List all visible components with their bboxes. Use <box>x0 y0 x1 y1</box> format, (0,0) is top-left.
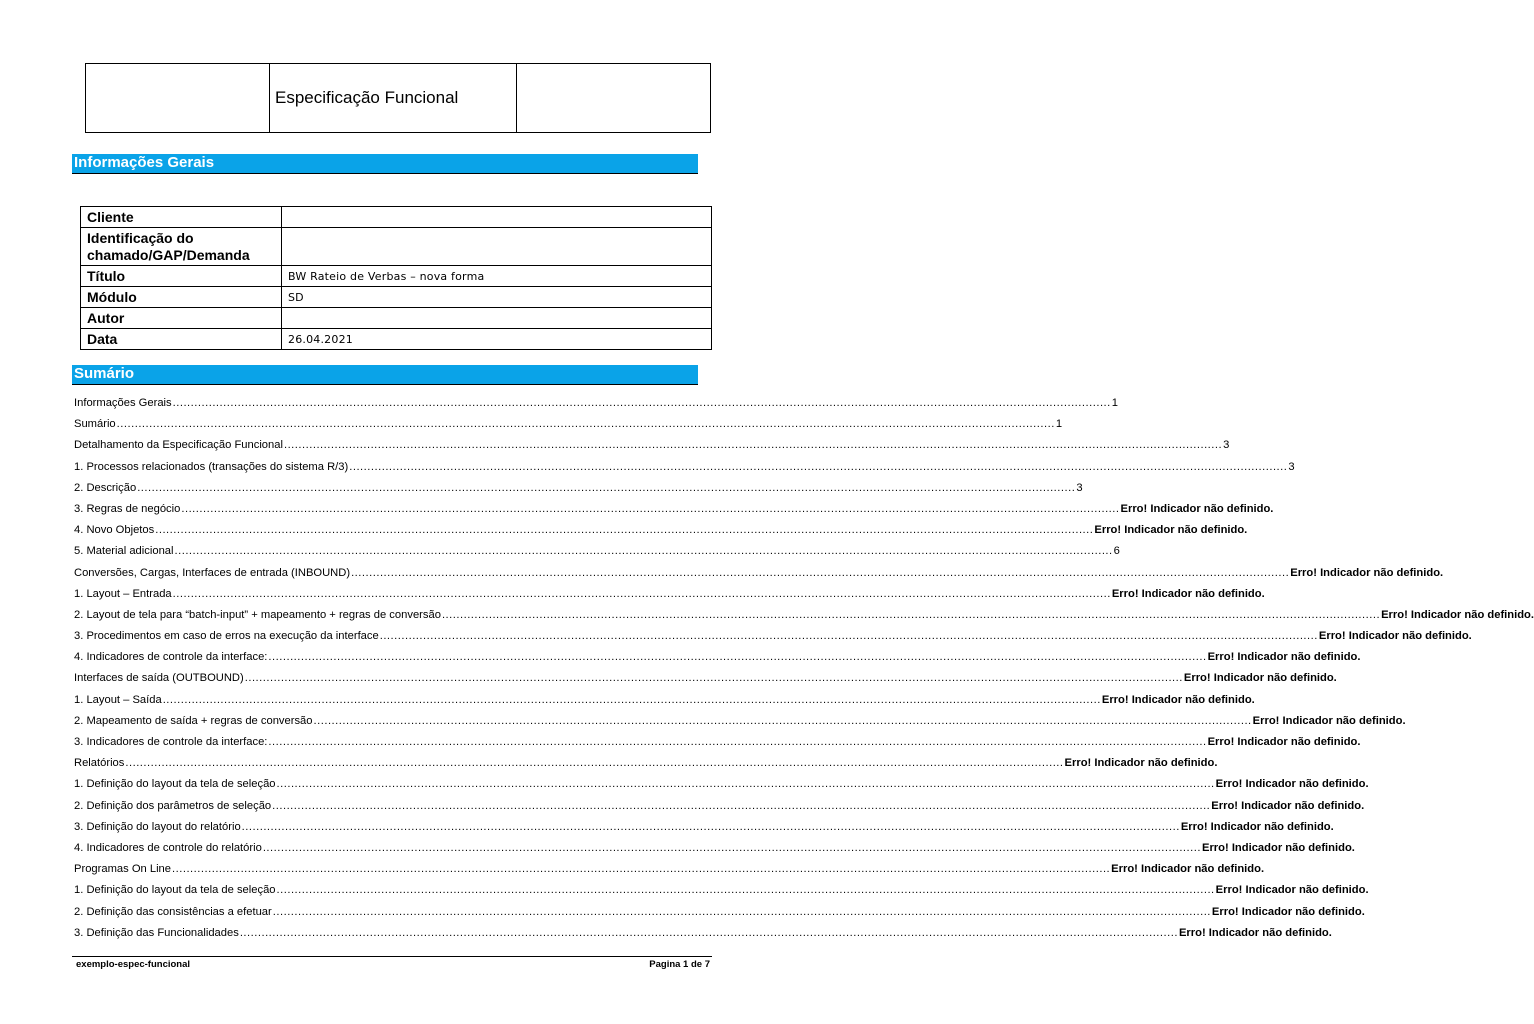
toc-leader-dots: .................................................................................................................................................................................................................................................................... <box>268 651 1207 664</box>
toc-entry-error: Erro! Indicador não definido. <box>1215 778 1369 791</box>
toc-leader-dots: .................................................................................................................................................................................................................................................................... <box>172 397 1111 409</box>
toc-entry-page: 1 <box>1055 418 1063 431</box>
info-row-module <box>81 287 712 308</box>
toc-leader-dots: .................................................................................................................................................................................................................................................................... <box>349 460 1288 473</box>
toc-leader-dots: .................................................................................................................................................................................................................................................................... <box>125 757 1064 770</box>
section-heading-general: Informações Gerais <box>72 154 698 174</box>
toc-leader-dots: .................................................................................................................................................................................................................................................................... <box>283 439 1223 452</box>
info-value: BW Rateio de Verbas – nova forma <box>282 266 712 287</box>
toc-entry[interactable] <box>74 481 1083 503</box>
toc-entry-error: Erro! Indicador não definido. <box>1094 524 1248 537</box>
toc-leader-dots: .................................................................................................................................................................................................................................................................... <box>244 672 1183 685</box>
document-header-table <box>85 63 711 133</box>
toc-entry-error: Erro! Indicador não definido. <box>1207 651 1361 664</box>
info-label: Cliente <box>81 207 282 228</box>
toc-leader-dots: .................................................................................................................................................................................................................................................................... <box>276 778 1215 791</box>
toc-entry-error: Erro! Indicador não definido. <box>1211 799 1365 812</box>
info-row-client <box>81 207 712 228</box>
toc-entry-title: Informações Gerais <box>74 397 172 409</box>
toc-entry-title: 1. Definição do layout da tela de seleção <box>74 778 276 791</box>
toc-leader-dots: .................................................................................................................................................................................................................................................................... <box>351 566 1290 579</box>
toc-leader-dots: .................................................................................................................................................................................................................................................................... <box>272 799 1211 812</box>
general-info-table <box>80 206 712 350</box>
toc-entry-title: Sumário <box>74 418 116 431</box>
toc-leader-dots: .................................................................................................................................................................................................................................................................... <box>313 714 1252 727</box>
toc-leader-dots: .................................................................................................................................................................................................................................................................... <box>272 905 1211 918</box>
toc-entry-title: Conversões, Cargas, Interfaces de entrada (INBOUND) <box>74 566 351 579</box>
document-title: Especificação Funcional <box>275 88 459 107</box>
toc-entry[interactable] <box>74 757 1218 778</box>
footer-page-number: Pagina 1 de 7 <box>649 959 710 970</box>
toc-entry[interactable] <box>74 587 1265 609</box>
info-label: Data <box>81 329 282 350</box>
toc-entry[interactable] <box>74 630 1472 651</box>
toc-entry[interactable] <box>74 820 1334 842</box>
toc-entry-title: Programas On Line <box>74 863 172 876</box>
toc-entry-title: 3. Indicadores de controle da interface: <box>74 736 268 748</box>
toc-entry-title: 3. Definição do layout do relatório <box>74 820 241 833</box>
toc-entry-error: Erro! Indicador não definido. <box>1180 820 1334 833</box>
toc-entry-error: Erro! Indicador não definido. <box>1215 884 1369 897</box>
toc-leader-dots: .................................................................................................................................................................................................................................................................... <box>441 608 1381 621</box>
toc-entry-error: Erro! Indicador não definido. <box>1318 630 1472 643</box>
toc-entry-error: Erro! Indicador não definido. <box>1381 608 1534 621</box>
toc-entry-title: 1. Layout – Saída <box>74 693 162 706</box>
toc-entry-page: 3 <box>1076 481 1083 494</box>
toc-entry-title: 2. Descrição <box>74 481 137 494</box>
toc-entry-title: 2. Layout de tela para “batch-input” + mapeamento + regras de conversão <box>74 608 441 621</box>
toc-entry-error: Erro! Indicador não definido. <box>1201 841 1355 854</box>
info-label: Identificação do chamado/GAP/Demanda <box>81 228 282 266</box>
toc-entry-title: Relatórios <box>74 757 125 770</box>
toc-entry[interactable] <box>74 672 1337 693</box>
info-row-ticket <box>81 228 712 266</box>
toc-leader-dots: .................................................................................................................................................................................................................................................................... <box>379 630 1318 643</box>
info-row-title <box>81 266 712 287</box>
toc-leader-dots: .................................................................................................................................................................................................................................................................... <box>116 418 1055 431</box>
toc-entry[interactable] <box>74 524 1248 545</box>
toc-entry[interactable] <box>74 799 1365 821</box>
toc-leader-dots: .................................................................................................................................................................................................................................................................... <box>172 587 1111 600</box>
toc-leader-dots: .................................................................................................................................................................................................................................................................... <box>239 926 1178 939</box>
toc-entry-page: 6 <box>1113 545 1120 558</box>
toc-entry[interactable] <box>74 841 1355 863</box>
toc-entry[interactable] <box>74 926 1332 948</box>
toc-entry-title: 1. Layout – Entrada <box>74 587 172 600</box>
table-of-contents <box>74 397 1534 948</box>
toc-leader-dots: .................................................................................................................................................................................................................................................................... <box>181 502 1120 515</box>
header-logo-cell <box>86 64 270 132</box>
toc-entry-page: 1 <box>1111 397 1119 409</box>
toc-entry-title: 3. Regras de negócio <box>74 502 181 515</box>
header-title-cell <box>270 64 517 132</box>
toc-entry-error: Erro! Indicador não definido. <box>1252 714 1406 727</box>
toc-entry-error: Erro! Indicador não definido. <box>1183 672 1337 685</box>
toc-entry-error: Erro! Indicador não definido. <box>1120 502 1274 515</box>
toc-entry-error: Erro! Indicador não definido. <box>1111 863 1265 876</box>
info-value: 26.04.2021 <box>282 329 712 350</box>
toc-entry-title: 1. Processos relacionados (transações do sistema R/3) <box>74 460 349 473</box>
toc-entry[interactable] <box>74 651 1361 672</box>
toc-entry-title: 3. Definição das Funcionalidades <box>74 926 239 939</box>
toc-entry[interactable] <box>74 397 1119 418</box>
toc-entry[interactable] <box>74 460 1295 482</box>
section-heading-summary: Sumário <box>72 365 698 385</box>
info-label: Título <box>81 266 282 287</box>
toc-entry-title: 1. Definição do layout da tela de seleção <box>74 884 276 897</box>
toc-entry[interactable] <box>74 884 1369 905</box>
toc-entry[interactable] <box>74 863 1265 884</box>
info-value <box>282 207 712 228</box>
toc-entry-title: 2. Definição dos parâmetros de seleção <box>74 799 272 812</box>
header-info-cell <box>517 64 710 132</box>
toc-entry-title: 4. Indicadores de controle do relatório <box>74 841 262 854</box>
toc-entry-error: Erro! Indicador não definido. <box>1178 926 1332 939</box>
toc-entry-error: Erro! Indicador não definido. <box>1064 757 1218 770</box>
toc-entry[interactable] <box>74 693 1255 715</box>
toc-entry[interactable] <box>74 502 1274 524</box>
toc-entry-error: Erro! Indicador não definido. <box>1101 693 1255 706</box>
toc-entry-error: Erro! Indicador não definido. <box>1211 905 1365 918</box>
footer-filename: exemplo-espec-funcional <box>76 959 191 970</box>
info-row-author <box>81 308 712 329</box>
toc-entry-error: Erro! Indicador não definido. <box>1290 566 1444 579</box>
toc-entry[interactable] <box>74 905 1365 927</box>
toc-leader-dots: .................................................................................................................................................................................................................................................................... <box>262 841 1201 854</box>
toc-leader-dots: .................................................................................................................................................................................................................................................................... <box>174 545 1113 558</box>
toc-leader-dots: .................................................................................................................................................................................................................................................................... <box>276 884 1215 897</box>
toc-entry[interactable] <box>74 608 1534 630</box>
toc-entry-title: 4. Indicadores de controle da interface: <box>74 651 268 664</box>
toc-entry-page: 3 <box>1288 460 1295 473</box>
toc-entry[interactable] <box>74 418 1063 439</box>
toc-leader-dots: .................................................................................................................................................................................................................................................................... <box>162 693 1101 706</box>
toc-entry-title: 3. Procedimentos em caso de erros na execução da interface <box>74 630 379 643</box>
info-row-date <box>81 329 712 350</box>
toc-entry-page: 3 <box>1223 439 1230 452</box>
toc-entry-error: Erro! Indicador não definido. <box>1111 587 1265 600</box>
toc-entry-title: Interfaces de saída (OUTBOUND) <box>74 672 244 685</box>
toc-leader-dots: .................................................................................................................................................................................................................................................................... <box>155 524 1094 537</box>
info-value <box>282 308 712 329</box>
toc-entry[interactable] <box>74 736 1361 757</box>
toc-leader-dots: .................................................................................................................................................................................................................................................................... <box>137 481 1076 494</box>
toc-entry-title: 5. Material adicional <box>74 545 174 558</box>
toc-entry-title: Detalhamento da Especificação Funcional <box>74 439 283 452</box>
toc-entry[interactable] <box>74 714 1406 736</box>
info-value <box>282 228 712 266</box>
toc-entry[interactable] <box>74 545 1120 566</box>
toc-entry[interactable] <box>74 439 1230 460</box>
toc-entry[interactable] <box>74 778 1369 799</box>
toc-leader-dots: .................................................................................................................................................................................................................................................................... <box>241 820 1180 833</box>
toc-entry-error: Erro! Indicador não definido. <box>1207 736 1361 748</box>
info-label: Autor <box>81 308 282 329</box>
footer-divider <box>72 956 712 957</box>
toc-leader-dots: .................................................................................................................................................................................................................................................................... <box>172 863 1111 876</box>
toc-leader-dots: .................................................................................................................................................................................................................................................................... <box>268 736 1207 748</box>
info-label: Módulo <box>81 287 282 308</box>
toc-entry-title: 4. Novo Objetos <box>74 524 155 537</box>
toc-entry-title: 2. Definição das consistências a efetuar <box>74 905 272 918</box>
info-value: SD <box>282 287 712 308</box>
toc-entry[interactable] <box>74 566 1444 588</box>
toc-entry-title: 2. Mapeamento de saída + regras de conversão <box>74 714 313 727</box>
